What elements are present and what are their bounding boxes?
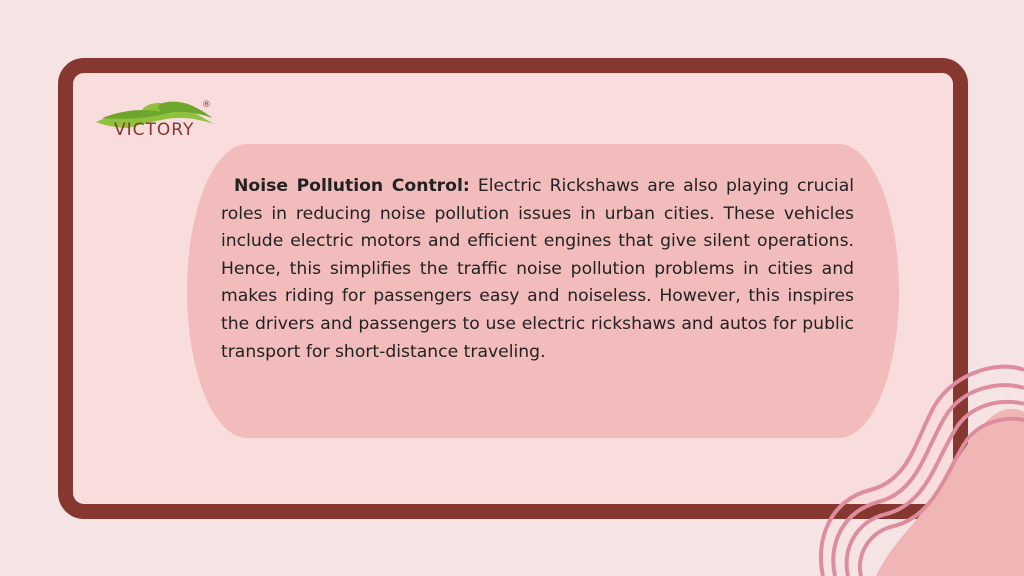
- registered-mark: ®: [202, 100, 211, 110]
- logo-text: VICTORY: [114, 120, 195, 140]
- section-heading: Noise Pollution Control:: [234, 176, 470, 196]
- content-paragraph: [221, 173, 854, 366]
- body-text: Electric Rickshaws are also playing crucial roles in reducing noise pollution issues in urban cities. These vehicles include electric motors and efficient engines that give silent operations. Hence, this simplifies the traffic noise pollution problems in cities and makes riding for passengers easy and noiseless. However, this inspires the drivers and passengers to use electric rickshaws and autos for public transport for short-distance traveling.: [221, 176, 855, 362]
